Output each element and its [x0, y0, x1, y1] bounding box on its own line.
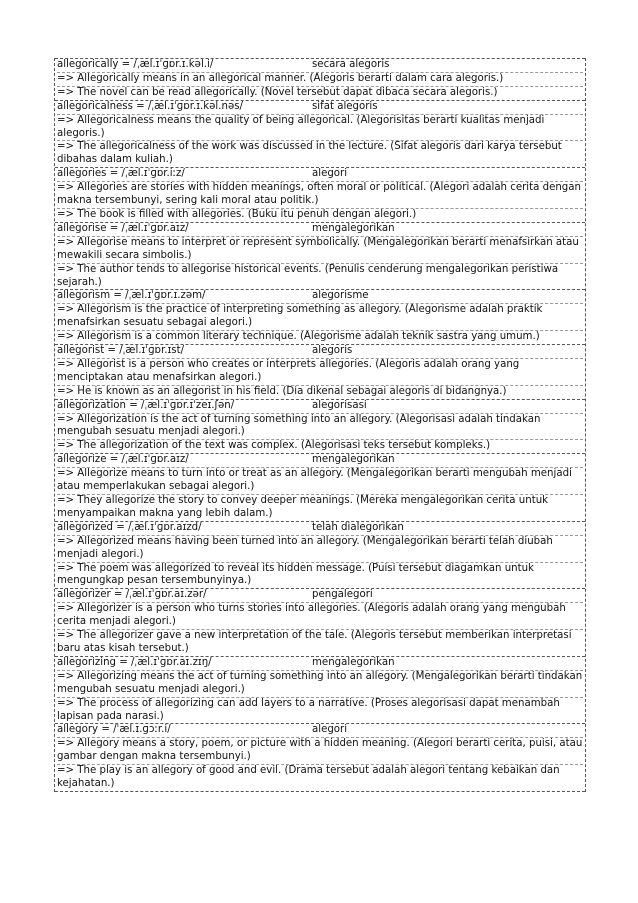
entry-term: allegorize = /ˌæl.ɪˈɡɒr.aɪz/ [57, 454, 189, 466]
entry-headline [57, 657, 583, 670]
entry-example: => The book is filled with allegories. (Buku itu penuh dengan alegori.) [57, 208, 583, 222]
entry-example: => The poem was allegorized to reveal its hidden message. (Puisi tersebut diagamkan untuk mengungkap pesan tersembunyinya.) [57, 562, 583, 589]
entry-definition: => Allegorizing means the act of turning something into an allegory. (Mengalegorikan berarti tindakan mengubah sesuatu menjadi alegori.) [57, 670, 583, 695]
entry-term: allegorically = /ˌæl.ɪˈɡɒr.ɪ.kəl.i/ [57, 59, 214, 70]
entry-example: => The author tends to allegorise historical events. (Penulis cenderung mengalegorikan peristiwa sejarah.) [57, 263, 583, 290]
entry-term: allegoricalness = /ˌæl.ɪˈɡɒr.ɪ.kəl.nəs/ [57, 100, 243, 112]
vocabulary-entry [55, 167, 585, 222]
entry-translation: alegorisasi [312, 399, 367, 411]
entry-definition: => Allegorism is the practice of interpreting something as allegory. (Alegorisme adalah praktik menafsirkan sesuatu sebagai alegori.) [57, 303, 583, 330]
entry-translation: alegori [312, 168, 348, 180]
entry-term: allegorizing = /ˌæl.ɪˈɡɒr.aɪ.zɪŋ/ [57, 656, 212, 668]
entry-definition: => Allegorization is the act of turning something into an allegory. (Alegorisasi adalah tindakan mengubah sesuatu menjadi alegori.) [57, 413, 583, 440]
entry-definition: => Allegorizer is a person who turns stories into allegories. (Alegoris adalah orang yang mengubah cerita menjadi alegori.) [57, 602, 583, 629]
entry-term: allegorized = /ˌæl.ɪˈɡɒr.aɪzd/ [57, 521, 202, 533]
entry-headline [57, 724, 583, 737]
vocabulary-entry [55, 521, 585, 589]
entry-translation: secara alegoris [312, 59, 390, 70]
entry-headline [57, 345, 583, 358]
entry-headline [57, 59, 583, 72]
entry-definition: => Allegorically means in an allegorical manner. (Alegoris berarti dalam cara alegoris.) [57, 72, 583, 86]
entry-translation: telah dialegorikan [312, 521, 404, 533]
entry-headline [57, 400, 583, 413]
entry-translation: mengalegorikan [312, 656, 395, 668]
entry-headline [57, 454, 583, 467]
entry-example: => He is known as an allegorist in his field. (Dia dikenal sebagai alegoris di bidangnya.) [57, 385, 583, 399]
vocabulary-entry [55, 656, 585, 724]
entry-example: => The allegorization of the text was complex. (Alegorisasi teks tersebut kompleks.) [57, 439, 583, 453]
entry-translation: alegori [312, 724, 348, 736]
entry-term: allegorise = /ˌæl.ɪˈɡɒr.aɪz/ [57, 222, 189, 234]
vocabulary-list [54, 58, 586, 792]
entry-example: => They allegorize the story to convey deeper meanings. (Mereka mengalegorikan cerita untuk menyampaikan makna yang lebih dalam.) [57, 494, 583, 521]
entry-definition: => Allegorist is a person who creates or interprets allegories. (Alegoris adalah orang yang menciptakan atau menafsirkan alegori.) [57, 358, 583, 385]
entry-translation: alegorisme [312, 290, 369, 302]
entry-example: => Allegorism is a common literary technique. (Alegorisme adalah teknik sastra yang umum.) [57, 330, 583, 344]
entry-translation: mengalegorikan [312, 222, 395, 234]
entry-headline [57, 101, 583, 114]
entry-term: allegorism = /ˌæl.ɪˈɡɒr.ɪ.zəm/ [57, 290, 206, 302]
entry-example: => The novel can be read allegorically. (Novel tersebut dapat dibaca secara alegoris.) [57, 86, 583, 100]
entry-definition: => Allegorise means to interpret or represent symbolically. (Mengalegorikan berarti menafsirkan atau mewakili secara simbolis.) [57, 236, 583, 263]
vocabulary-entry [55, 344, 585, 399]
entry-headline [57, 223, 583, 236]
vocabulary-entry [55, 222, 585, 290]
entry-headline [57, 168, 583, 181]
entry-term: allegory = /ˈæl.ɪ.ɡɔːr.i/ [57, 724, 171, 736]
vocabulary-entry [55, 289, 585, 344]
entry-term: allegories = /ˌæl.ɪˈɡɒr.iːz/ [57, 168, 185, 180]
entry-example: => The allegorizer gave a new interpretation of the tale. (Alegoris tersebut memberikan interpretasi baru atas kisah tersebut.) [57, 629, 583, 656]
entry-definition: => Allegoricalness means the quality of being allegorical. (Alegorisitas berarti kualitas menjadi alegoris.) [57, 114, 583, 141]
vocabulary-entry [55, 453, 585, 521]
entry-term: allegorist = /ˌæl.ɪˈɡɒr.ɪst/ [57, 345, 185, 357]
entry-translation: sifat alegoris [312, 100, 378, 112]
entry-definition: => Allegories are stories with hidden meanings, often moral or political. (Alegori adalah cerita dengan makna tersembunyi, sering kali moral atau politik.) [57, 181, 583, 208]
entry-definition: => Allegorize means to turn into or treat as an allegory. (Mengalegorikan berarti mengubah menjadi atau memperlakukan sebagai alegori.) [57, 467, 583, 494]
entry-headline [57, 290, 583, 303]
entry-translation: mengalegorikan [312, 454, 395, 466]
vocabulary-entry [55, 58, 585, 100]
vocabulary-entry [55, 399, 585, 454]
entry-translation: pengalegori [312, 589, 373, 601]
entry-term: allegorizer = /ˌæl.ɪˈɡɒr.aɪ.zər/ [57, 589, 207, 601]
vocabulary-entry [55, 588, 585, 656]
entry-example: => The allegoricalness of the work was discussed in the lecture. (Sifat alegoris dari karya tersebut dibahas dalam kuliah.) [57, 140, 583, 167]
vocabulary-entry [55, 100, 585, 168]
entry-definition: => Allegory means a story, poem, or picture with a hidden meaning. (Alegori berarti cerita, puisi, atau gambar dengan makna tersembunyi.) [57, 738, 583, 763]
entry-example: => The play is an allegory of good and evil. (Drama tersebut adalah alegori tentang kebaikan dan kejahatan.) [57, 764, 583, 791]
entry-translation: alegoris [312, 345, 353, 357]
entry-headline [57, 522, 583, 535]
entry-definition: => Allegorized means having been turned into an allegory. (Mengalegorikan berarti telah diubah menjadi alegori.) [57, 535, 583, 562]
entry-example: => The process of allegorizing can add layers to a narrative. (Proses alegorisasi dapat menambah lapisan pada narasi.) [57, 697, 583, 724]
entry-headline [57, 589, 583, 602]
vocabulary-entry [55, 723, 585, 792]
entry-term: allegorization = /ˌæl.ɪˈɡɒr.ɪˈzeɪ.ʃən/ [57, 399, 235, 411]
